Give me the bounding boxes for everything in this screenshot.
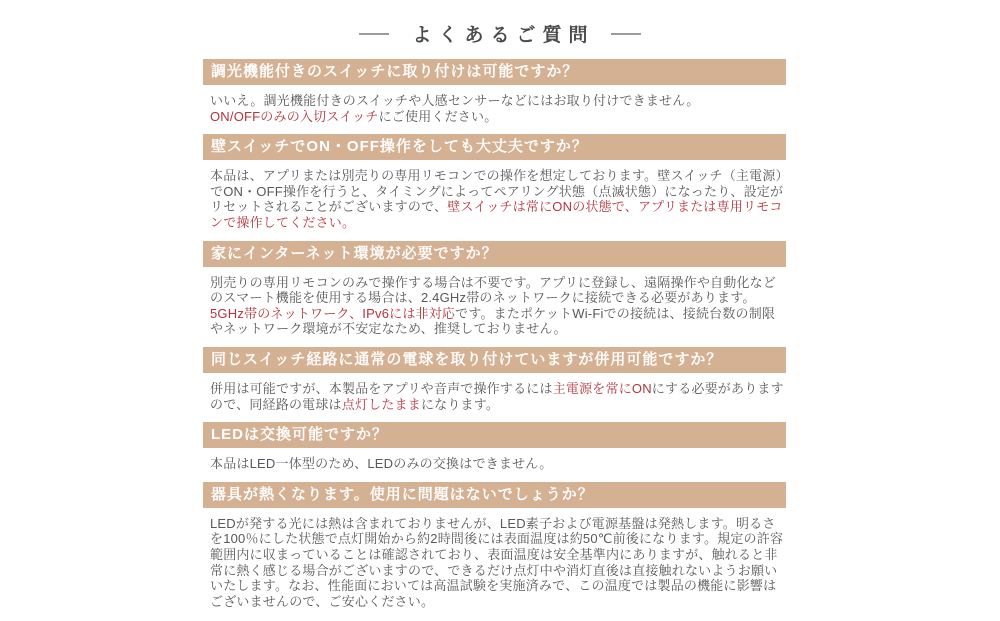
answer-segment: LEDが発する光には熱は含まれておりませんが、LED素子および電源基盤は発熱します。明るさを100％にした状態で点灯開始から約2時間後には表面温度は約50℃前後になります。規定の許容範囲内に収まっていることは確認されており、表面温度は安全基準内にありますが、触れると非常に熱く感じる場合がございますので、できるだけ点灯中や消灯直後は直接触れないようお願いいたします。なお、性能面においては高温試験を実施済みで、この温度では製品の機能に影響はございませんので、ご安心ください。 xyxy=(210,515,784,609)
answer-segment: にする必要がありますので、同経路の電球は xyxy=(210,380,784,412)
faq-item xyxy=(203,347,786,412)
faq-question-bar: 壁スイッチでON・OFF操作をしても大丈夫ですか？ xyxy=(203,134,786,160)
answer-segment-highlight: ON/OFFのみの入切スイッチ xyxy=(210,108,379,124)
title-right-rule xyxy=(611,33,641,35)
answer-segment: にご使用ください。 xyxy=(378,108,498,124)
answer-segment: 別売りの専用リモコンのみで操作する場合は不要です。アプリに登録し、遠隔操作や自動化などのスマート機能を使用する場合は、2.4GHz帯のネットワークに接続できる必要があります。 xyxy=(210,274,777,306)
answer-segment: 併用は可能ですが、本製品をアプリや音声で操作するには xyxy=(210,380,553,396)
faq-item xyxy=(203,59,786,124)
answer-segment: いいえ。調光機能付きのスイッチや人感センサーなどにはお取り付けできません。 xyxy=(210,93,700,108)
faq-question-bar: 家にインターネット環境が必要ですか？ xyxy=(203,241,786,267)
answer-segment-highlight: 点灯したまま xyxy=(341,396,421,412)
page-title: よくあるご質問 xyxy=(412,25,595,46)
faq-item xyxy=(203,482,786,610)
faq-question-bar: LEDは交換可能ですか？ xyxy=(203,422,786,448)
answer-segment: 本品は、アプリまたは別売りの専用リモコンでの操作を想定しております。壁スイッチ（主電源）でON・OFF操作を行うと、タイミングによってペアリング状態（点滅状態）になったり、設定がリセットされることがございますので、 xyxy=(210,168,784,215)
faq-title-row xyxy=(0,0,1000,47)
faq-item xyxy=(203,422,786,472)
faq-question-bar: 調光機能付きのスイッチに取り付けは可能ですか？ xyxy=(203,59,786,85)
answer-segment: 本品はLED一体型のため、LEDのみの交換はできません。 xyxy=(210,456,553,472)
faq-question-bar: 器具が熱くなります。使用に問題はないでしょうか？ xyxy=(203,482,786,508)
answer-segment-highlight: 壁スイッチは常にONの状態で、アプリまたは専用リモコンで操作してください。 xyxy=(210,199,783,230)
faq-question-bar: 同じスイッチ経路に通常の電球を取り付けていますが併用可能ですか？ xyxy=(203,347,786,373)
faq-answer xyxy=(210,275,786,337)
answer-segment-highlight: 主電源を常にON xyxy=(552,380,652,396)
faq-answer xyxy=(210,381,786,412)
answer-segment: です。またポケットWi-Fiでの接続は、接続台数の制限やネットワーク環境が不安定なため、推奨しておりません。 xyxy=(210,305,776,337)
faq-answer xyxy=(210,168,786,230)
answer-segment-highlight: 5GHz帯のネットワーク、IPv6には非対応 xyxy=(210,305,456,321)
faq-answer xyxy=(210,456,786,472)
faq-answer xyxy=(210,516,786,610)
faq-list xyxy=(203,59,786,609)
faq-item xyxy=(203,134,786,230)
faq-item xyxy=(203,241,786,337)
answer-segment: になります。 xyxy=(420,396,500,412)
faq-answer xyxy=(210,93,786,124)
title-left-rule xyxy=(359,33,389,35)
